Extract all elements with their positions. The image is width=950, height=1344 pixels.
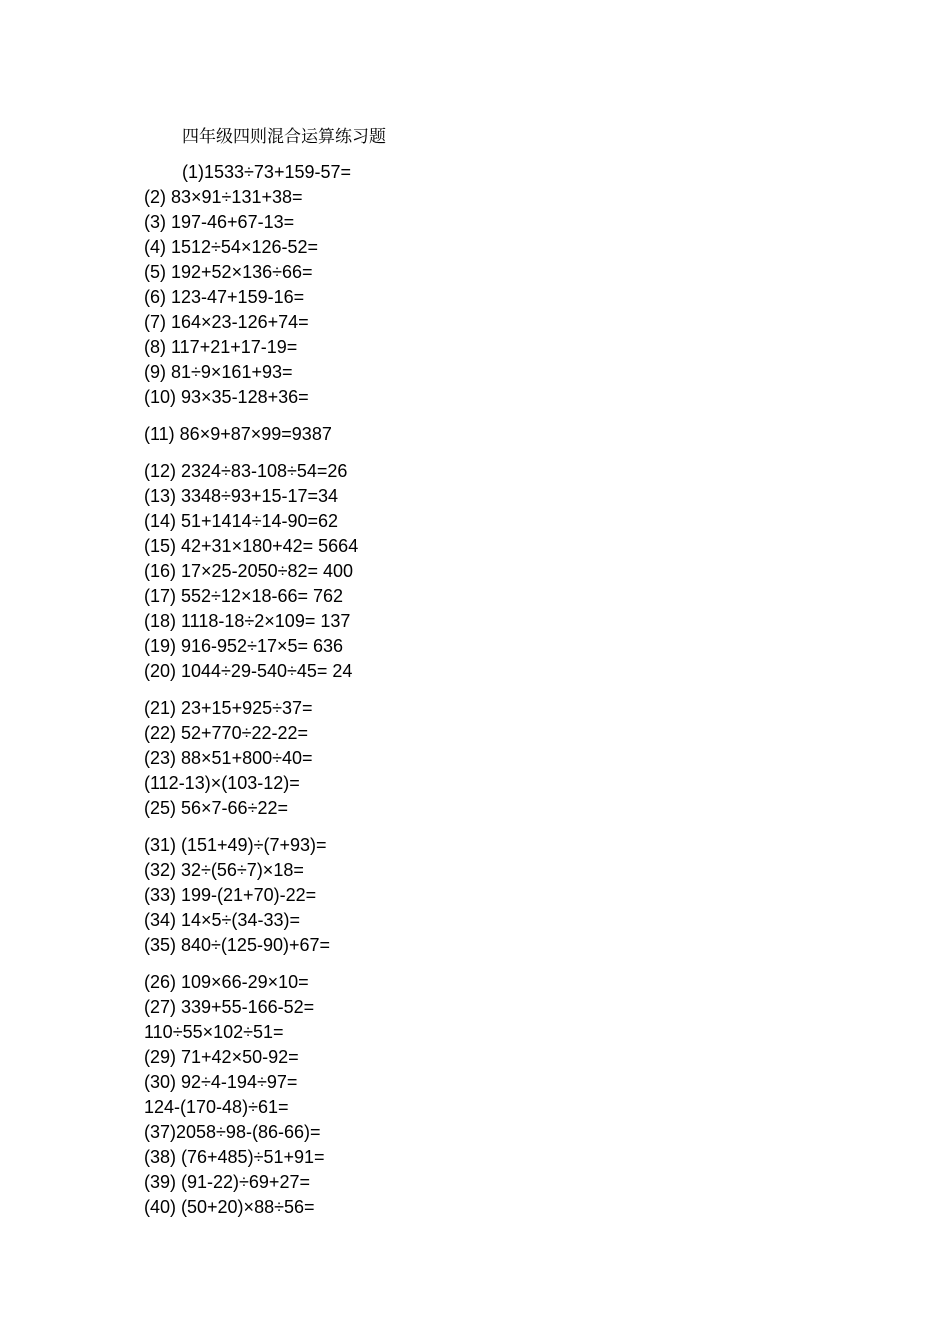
- problem-line: (40) (50+20)×88÷56=: [144, 1197, 315, 1217]
- problem-line: (25) 56×7-66÷22=: [144, 798, 288, 818]
- problem-line: (37)2058÷98-(86-66)=: [144, 1122, 321, 1142]
- problem-line: (31) (151+49)÷(7+93)=: [144, 835, 327, 855]
- problem-line: (2) 83×91÷131+38=: [144, 187, 303, 207]
- problem-line: (17) 552÷12×18-66= 762: [144, 586, 344, 606]
- problem-line: (29) 71+42×50-92=: [144, 1047, 299, 1067]
- problem-line: (14) 51+1414÷14-90=62: [144, 511, 339, 531]
- problem-group: [144, 833, 844, 958]
- problem-group: [144, 970, 844, 1220]
- problem-line: (5) 192+52×136÷66=: [144, 262, 313, 282]
- problem-line: (6) 123-47+159-16=: [144, 287, 305, 307]
- problem-line: (10) 93×35-128+36=: [144, 387, 309, 407]
- problem-line: (16) 17×25-2050÷82= 400: [144, 561, 354, 581]
- problem-line: (27) 339+55-166-52=: [144, 997, 315, 1017]
- problem-line: (11) 86×9+87×99=9387: [144, 424, 332, 444]
- problem-line: (26) 109×66-29×10=: [144, 972, 309, 992]
- problem-line: (22) 52+770÷22-22=: [144, 723, 309, 743]
- problem-line: (112-13)×(103-12)=: [144, 773, 300, 793]
- problem-line: (35) 840÷(125-90)+67=: [144, 935, 331, 955]
- problem-line: (34) 14×5÷(34-33)=: [144, 910, 300, 930]
- problem-line: (20) 1044÷29-540÷45= 24: [144, 661, 353, 681]
- problem-line: (21) 23+15+925÷37=: [144, 698, 313, 718]
- problem-group: [144, 160, 844, 410]
- problem-line: (3) 197-46+67-13=: [144, 212, 295, 232]
- problem-line: (33) 199-(21+70)-22=: [144, 885, 317, 905]
- problem-line: (15) 42+31×180+42= 5664: [144, 536, 359, 556]
- problem-group: [144, 696, 844, 821]
- problem-line: 110÷55×102÷51=: [144, 1022, 284, 1042]
- problem-line: (9) 81÷9×161+93=: [144, 362, 293, 382]
- problem-line: (18) 1118-18÷2×109= 137: [144, 611, 351, 631]
- problem-line: (23) 88×51+800÷40=: [144, 748, 313, 768]
- problem-group: [144, 422, 844, 447]
- problem-line: (8) 117+21+17-19=: [144, 337, 298, 357]
- problem-line: (38) (76+485)÷51+91=: [144, 1147, 325, 1167]
- problem-line: 124-(170-48)÷61=: [144, 1097, 289, 1117]
- problem-line: (4) 1512÷54×126-52=: [144, 237, 319, 257]
- problem-group: [144, 459, 844, 684]
- worksheet-title: 四年级四则混合运算练习题: [182, 127, 386, 147]
- problem-line: (19) 916-952÷17×5= 636: [144, 636, 344, 656]
- problem-line: (7) 164×23-126+74=: [144, 312, 309, 332]
- problem-line: (13) 3348÷93+15-17=34: [144, 486, 339, 506]
- problem-line: (32) 32÷(56÷7)×18=: [144, 860, 304, 880]
- problem-line: (12) 2324÷83-108÷54=26: [144, 461, 348, 481]
- problem-list: [144, 160, 844, 1232]
- problem-line: (30) 92÷4-194÷97=: [144, 1072, 298, 1092]
- problem-line: (39) (91-22)÷69+27=: [144, 1172, 310, 1192]
- problem-line: (1)1533÷73+159-57=: [182, 162, 352, 182]
